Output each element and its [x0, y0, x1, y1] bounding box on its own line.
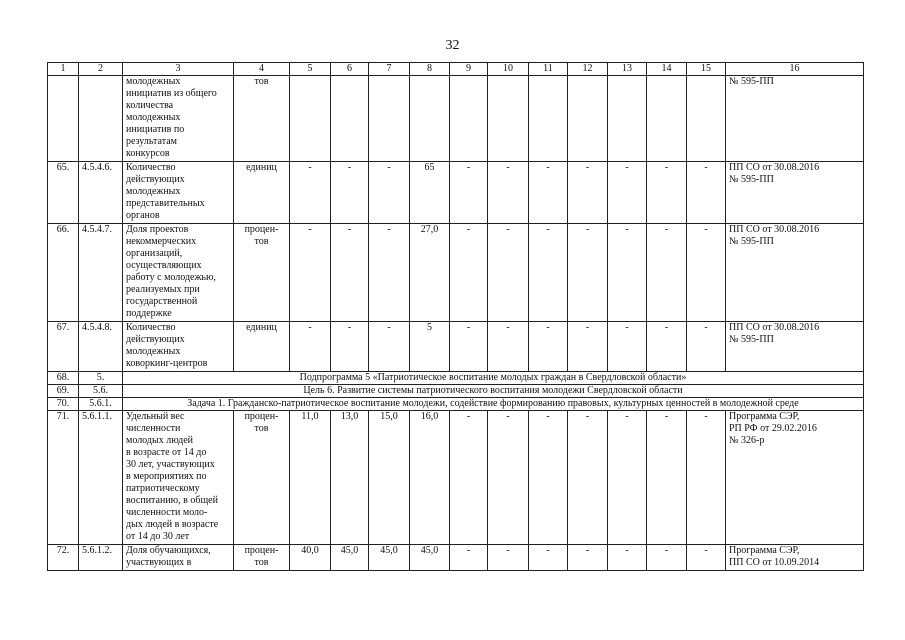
row-code: 4.5.4.8. [79, 322, 123, 372]
value-cell: - [450, 322, 488, 372]
unit: процен- тов [234, 545, 290, 571]
indicator-name: Доля проектов некоммерческих организаций, осуществляющих работу с молодежью, реализуемых при государственной поддержке [123, 224, 234, 322]
source-document: ПП СО от 30.08.2016 № 595-ПП [726, 162, 864, 224]
value-cell: - [488, 224, 529, 322]
row-code: 5.6.1.2. [79, 545, 123, 571]
value-cell: - [488, 162, 529, 224]
value-cell: - [369, 224, 410, 322]
value-cell [647, 76, 687, 162]
header-cell: 3 [123, 63, 234, 76]
value-cell: - [647, 322, 687, 372]
value-cell: - [290, 162, 331, 224]
value-cell: 40,0 [290, 545, 331, 571]
value-cell: 45,0 [331, 545, 369, 571]
value-cell: - [608, 545, 647, 571]
row-number: 67. [48, 322, 79, 372]
value-cell: - [488, 545, 529, 571]
continuation-row [48, 76, 864, 162]
section-row [48, 372, 864, 385]
value-cell [331, 76, 369, 162]
value-cell [568, 76, 608, 162]
value-cell: - [608, 162, 647, 224]
value-cell [410, 76, 450, 162]
value-cell: 11,0 [290, 411, 331, 545]
indicator-name: Количество действующих молодежных коворкинг-центров [123, 322, 234, 372]
value-cell: - [687, 545, 726, 571]
unit: процен- тов [234, 224, 290, 322]
row-code: 4.5.4.7. [79, 224, 123, 322]
value-cell: 15,0 [369, 411, 410, 545]
row-code: 5. [79, 372, 123, 385]
value-cell: - [488, 322, 529, 372]
value-cell [450, 76, 488, 162]
value-cell: - [529, 162, 568, 224]
table-header-row [48, 63, 864, 76]
table-row [48, 322, 864, 372]
source-document: ПП СО от 30.08.2016 № 595-ПП [726, 322, 864, 372]
source-document: ПП СО от 30.08.2016 № 595-ПП [726, 224, 864, 322]
value-cell: - [369, 162, 410, 224]
unit: единиц [234, 322, 290, 372]
header-cell: 8 [410, 63, 450, 76]
value-cell: 45,0 [410, 545, 450, 571]
value-cell: 16,0 [410, 411, 450, 545]
section-row [48, 398, 864, 411]
value-cell: - [331, 224, 369, 322]
value-cell: 13,0 [331, 411, 369, 545]
value-cell: - [568, 411, 608, 545]
value-cell: - [331, 162, 369, 224]
row-number: 71. [48, 411, 79, 545]
row-number: 69. [48, 385, 79, 398]
row-code [79, 76, 123, 162]
value-cell: - [529, 411, 568, 545]
row-number: 72. [48, 545, 79, 571]
value-cell: - [647, 162, 687, 224]
row-number: 65. [48, 162, 79, 224]
header-cell: 13 [608, 63, 647, 76]
header-cell: 6 [331, 63, 369, 76]
row-number [48, 76, 79, 162]
section-title: Задача 1. Гражданско-патриотическое воспитание молодежи, содействие формированию правовых, культурных ценностей в молодежной среде [123, 398, 864, 411]
value-cell: - [687, 411, 726, 545]
indicator-table [47, 62, 864, 571]
value-cell: - [687, 162, 726, 224]
row-number: 68. [48, 372, 79, 385]
header-cell: 12 [568, 63, 608, 76]
header-cell: 15 [687, 63, 726, 76]
unit: единиц [234, 162, 290, 224]
row-code: 5.6.1.1. [79, 411, 123, 545]
value-cell: - [568, 322, 608, 372]
row-code: 5.6. [79, 385, 123, 398]
value-cell: - [608, 224, 647, 322]
value-cell: 5 [410, 322, 450, 372]
value-cell [608, 76, 647, 162]
row-number: 70. [48, 398, 79, 411]
value-cell [488, 76, 529, 162]
value-cell: - [450, 411, 488, 545]
value-cell [529, 76, 568, 162]
header-cell: 2 [79, 63, 123, 76]
row-code: 4.5.4.6. [79, 162, 123, 224]
value-cell: - [450, 545, 488, 571]
source-document: Программа СЭР, РП РФ от 29.02.2016 № 326-р [726, 411, 864, 545]
section-title: Цель 6. Развитие системы патриотического воспитания молодежи Свердловской области [123, 385, 864, 398]
table-row [48, 411, 864, 545]
value-cell: - [450, 224, 488, 322]
value-cell: - [647, 411, 687, 545]
value-cell: - [290, 224, 331, 322]
row-number: 66. [48, 224, 79, 322]
header-cell: 4 [234, 63, 290, 76]
source-document: № 595-ПП [726, 76, 864, 162]
value-cell: - [568, 162, 608, 224]
section-row [48, 385, 864, 398]
header-cell: 14 [647, 63, 687, 76]
indicator-name: молодежных инициатив из общего количества молодежных инициатив по результатам конкурсов [123, 76, 234, 162]
header-cell: 9 [450, 63, 488, 76]
value-cell: - [687, 224, 726, 322]
page-number: 32 [445, 38, 460, 53]
indicator-name: Удельный вес численности молодых людей в возрасте от 14 до 30 лет, участвующих в мероприятиях по патриотическому воспитанию, в общей численности моло- дых людей в возрасте от 14 до 30 лет [123, 411, 234, 545]
header-cell: 16 [726, 63, 864, 76]
value-cell: - [568, 545, 608, 571]
value-cell: - [529, 545, 568, 571]
value-cell [687, 76, 726, 162]
value-cell: 65 [410, 162, 450, 224]
value-cell: - [450, 162, 488, 224]
table-row [48, 545, 864, 571]
unit: тов [234, 76, 290, 162]
source-document: Программа СЭР, ПП СО от 10.09.2014 [726, 545, 864, 571]
indicator-name: Доля обучающихся, участвующих в [123, 545, 234, 571]
value-cell: - [369, 322, 410, 372]
row-code: 5.6.1. [79, 398, 123, 411]
table-row [48, 224, 864, 322]
value-cell: - [488, 411, 529, 545]
value-cell: 27,0 [410, 224, 450, 322]
value-cell [290, 76, 331, 162]
header-cell: 7 [369, 63, 410, 76]
table-row [48, 162, 864, 224]
value-cell: - [608, 411, 647, 545]
header-cell: 10 [488, 63, 529, 76]
value-cell: - [331, 322, 369, 372]
value-cell: 45,0 [369, 545, 410, 571]
value-cell: - [687, 322, 726, 372]
header-cell: 11 [529, 63, 568, 76]
value-cell: - [608, 322, 647, 372]
unit: процен- тов [234, 411, 290, 545]
value-cell [369, 76, 410, 162]
header-cell: 5 [290, 63, 331, 76]
section-title: Подпрограмма 5 «Патриотическое воспитание молодых граждан в Свердловской области» [123, 372, 864, 385]
value-cell: - [529, 322, 568, 372]
indicator-name: Количество действующих молодежных представительных органов [123, 162, 234, 224]
value-cell: - [568, 224, 608, 322]
header-cell: 1 [48, 63, 79, 76]
value-cell: - [529, 224, 568, 322]
value-cell: - [647, 545, 687, 571]
value-cell: - [647, 224, 687, 322]
value-cell: - [290, 322, 331, 372]
